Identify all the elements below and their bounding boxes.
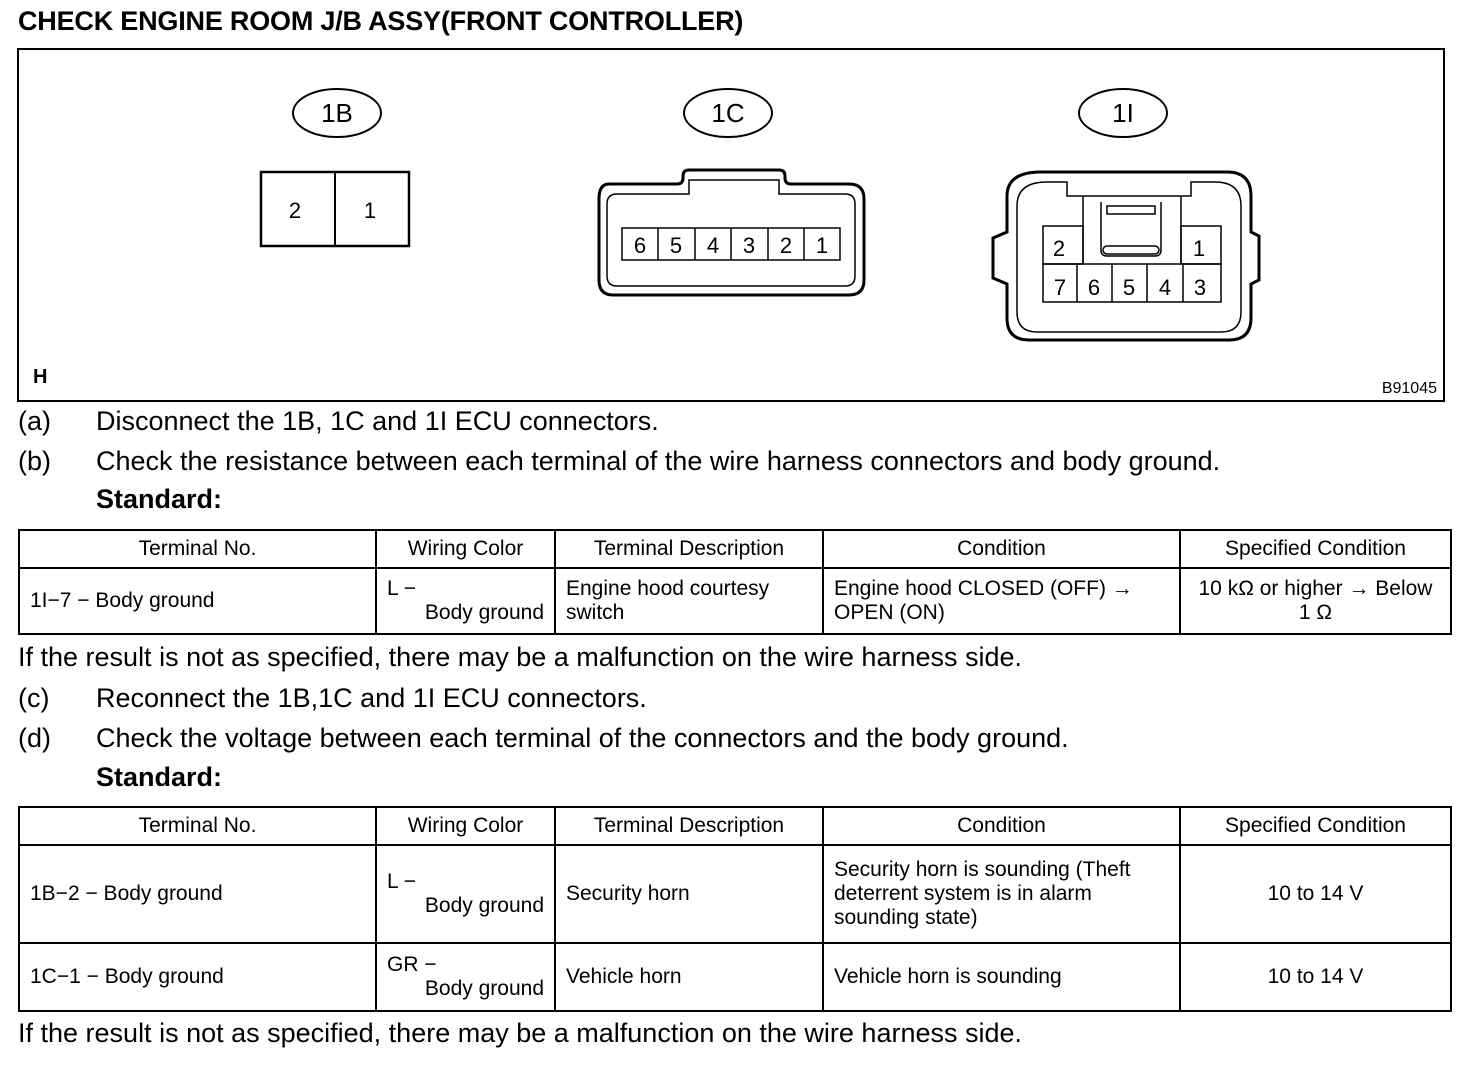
cell-description: Security horn xyxy=(555,845,823,943)
pin-1i-1: 1 xyxy=(1192,236,1206,261)
standard-label-1: Standard: xyxy=(96,484,223,514)
cell-terminal: 1I−7 − Body ground xyxy=(19,568,376,634)
header-condition: Condition xyxy=(823,807,1180,845)
connector-1i-label: 1I xyxy=(1112,98,1134,128)
cell-terminal: 1C−1 − Body ground xyxy=(19,943,376,1011)
step-a-label: (a) xyxy=(18,406,51,436)
pin-1c-4: 4 xyxy=(706,233,720,258)
connector-1i xyxy=(993,89,1259,340)
wire-ground: Body ground xyxy=(424,601,544,624)
cell-specified: 10 to 14 V xyxy=(1180,943,1451,1011)
header-terminal-description: Terminal Description xyxy=(555,530,823,568)
connector-1b-label: 1B xyxy=(321,98,353,128)
pin-1i-6: 6 xyxy=(1087,275,1101,300)
table-row xyxy=(19,568,1451,634)
cell-specified: 10 to 14 V xyxy=(1180,845,1451,943)
step-d-text: Check the voltage between each terminal of the connectors and the body ground. xyxy=(96,723,1069,753)
pin-1c-2: 2 xyxy=(779,233,793,258)
connector-1c-label: 1C xyxy=(711,98,745,128)
step-d xyxy=(18,723,1069,753)
connector-diagram xyxy=(17,48,1445,402)
step-a xyxy=(18,406,659,436)
step-d-label: (d) xyxy=(18,723,51,753)
pin-1i-3: 3 xyxy=(1193,275,1207,300)
pin-1c-5: 5 xyxy=(669,233,683,258)
wire-color: L − xyxy=(387,577,416,600)
cell-condition: Vehicle horn is sounding xyxy=(823,943,1180,1011)
result-note-1: If the result is not as specified, there may be a malfunction on the wire harness side. xyxy=(18,642,1023,672)
header-specified-condition: Specified Condition xyxy=(1180,530,1451,568)
table-row xyxy=(19,845,1451,943)
header-wiring-color: Wiring Color xyxy=(376,807,555,845)
voltage-spec-table xyxy=(18,806,1452,1012)
step-b xyxy=(18,446,1220,476)
header-terminal-description: Terminal Description xyxy=(555,807,823,845)
page-title: CHECK ENGINE ROOM J/B ASSY(FRONT CONTROLLER) xyxy=(18,6,744,36)
cell-condition: Security horn is sounding (Theft deterrent system is in alarm sounding state) xyxy=(823,845,1180,943)
header-terminal: Terminal No. xyxy=(19,530,376,568)
pin-1i-2: 2 xyxy=(1052,236,1066,261)
step-a-text: Disconnect the 1B, 1C and 1I ECU connectors. xyxy=(96,406,659,436)
standard-label-2: Standard: xyxy=(96,762,223,792)
figure-code: B91045 xyxy=(1381,380,1437,397)
wire-ground: Body ground xyxy=(424,977,544,1000)
result-note-2: If the result is not as specified, there may be a malfunction on the wire harness side. xyxy=(18,1018,1023,1048)
pin-1b-1: 1 xyxy=(363,198,377,223)
table-row xyxy=(19,943,1451,1011)
cell-condition: Engine hood CLOSED (OFF) → OPEN (ON) xyxy=(823,568,1180,634)
table-header-row xyxy=(19,807,1451,845)
header-terminal: Terminal No. xyxy=(19,807,376,845)
step-c xyxy=(18,683,647,713)
wire-color: L − xyxy=(387,870,416,893)
step-b-label: (b) xyxy=(18,446,51,476)
connector-1b xyxy=(261,89,409,246)
header-specified-condition: Specified Condition xyxy=(1180,807,1451,845)
figure-corner-label: H xyxy=(33,366,48,388)
pin-1b-2: 2 xyxy=(288,198,302,223)
step-c-text: Reconnect the 1B,1C and 1I ECU connectors. xyxy=(96,683,647,713)
step-b-text: Check the resistance between each terminal of the wire harness connectors and body ground. xyxy=(96,446,1221,476)
pin-1c-3: 3 xyxy=(742,233,756,258)
cell-wiring-color xyxy=(376,943,555,1011)
connector-1c xyxy=(599,89,864,295)
cell-specified: 10 kΩ or higher → Below 1 Ω xyxy=(1180,568,1451,634)
cell-wiring-color xyxy=(376,568,555,634)
resistance-spec-table xyxy=(18,529,1452,635)
header-condition: Condition xyxy=(823,530,1180,568)
pin-1c-1: 1 xyxy=(815,233,829,258)
header-wiring-color: Wiring Color xyxy=(376,530,555,568)
table-header-row xyxy=(19,530,1451,568)
wire-ground: Body ground xyxy=(424,894,544,917)
step-c-label: (c) xyxy=(18,683,50,713)
pin-1i-5: 5 xyxy=(1122,275,1136,300)
pin-1c-6: 6 xyxy=(633,233,647,258)
cell-wiring-color xyxy=(376,845,555,943)
pin-1i-4: 4 xyxy=(1158,275,1172,300)
pin-1i-7: 7 xyxy=(1053,275,1067,300)
cell-description: Vehicle horn xyxy=(555,943,823,1011)
wire-color: GR − xyxy=(387,953,437,976)
cell-description: Engine hood courtesy switch xyxy=(555,568,823,634)
cell-terminal: 1B−2 − Body ground xyxy=(19,845,376,943)
connector-illustration xyxy=(19,50,1447,404)
